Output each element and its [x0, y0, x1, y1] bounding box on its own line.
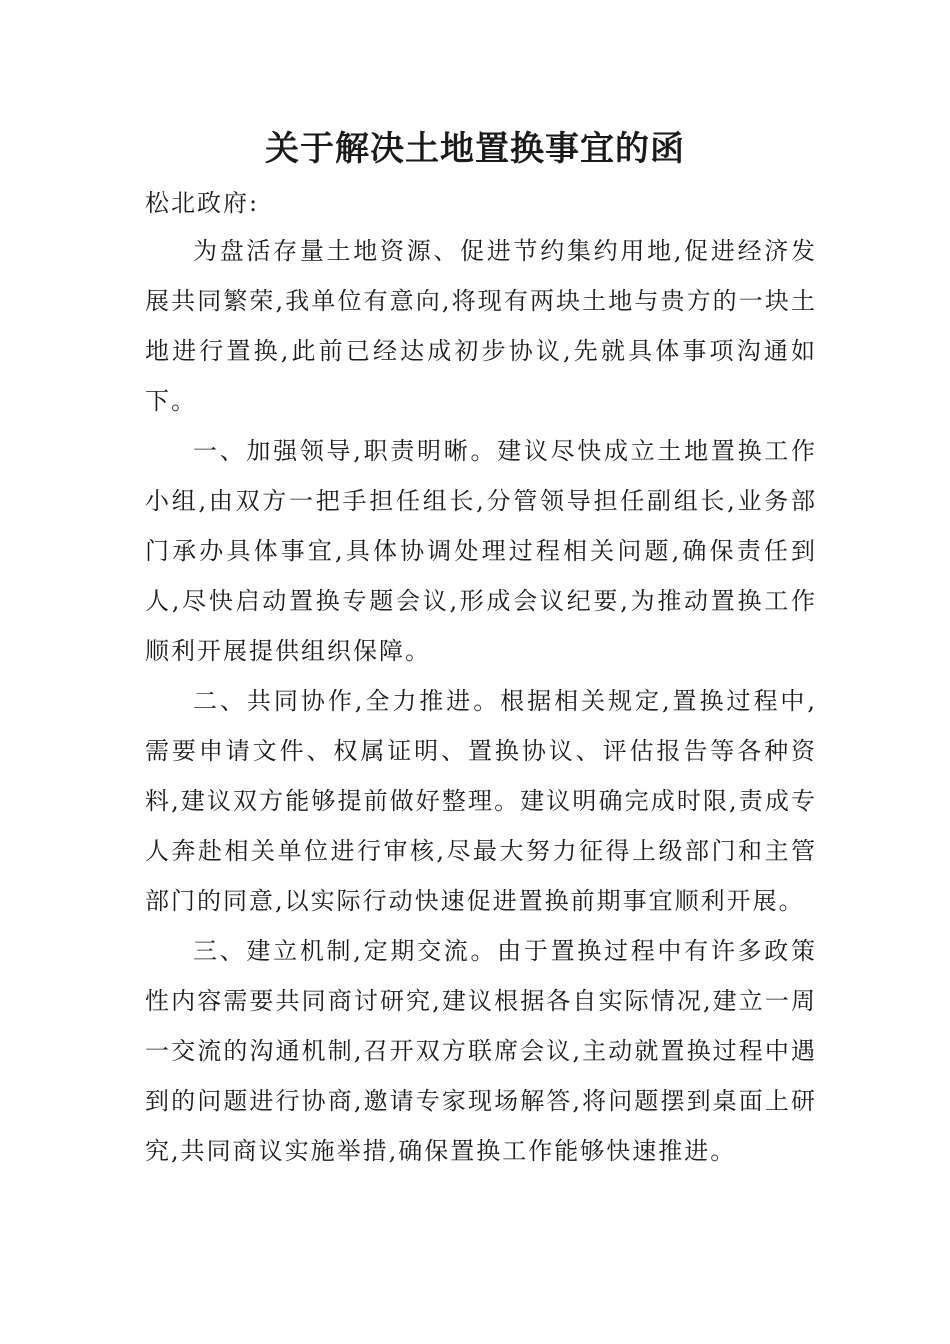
- document-body: [145, 226, 817, 1176]
- document-title: 关于解决土地置换事宜的函: [265, 129, 685, 169]
- paragraph-leadership: 一、加强领导,职责明晰。建议尽快成立土地置换工作小组,由双方一把手担任组长,分管领导担任副组长,业务部门承办具体事宜,具体协调处理过程相关问题,确保责任到人,尽快启动置换专题会议,形成会议纪要,为推动置换工作顺利开展提供组织保障。: [145, 437, 817, 665]
- paragraph-mechanism: 三、建立机制,定期交流。由于置换过程中有许多政策性内容需要共同商讨研究,建议根据各自实际情况,建立一周一交流的沟通机制,召开双方联席会议,主动就置换过程中遇到的问题进行协商,邀请专家现场解答,将问题摆到桌面上研究,共同商议实施举措,确保置换工作能够快速推进。: [145, 937, 817, 1165]
- salutation: 松北政府:: [145, 189, 260, 217]
- paragraph-cooperation: 二、共同协作,全力推进。根据相关规定,置换过程中,需要申请文件、权属证明、置换协议、评估报告等各种资料,建议双方能够提前做好整理。建议明确完成时限,责成专人奔赴相关单位进行审核,尽最大努力征得上级部门和主管部门的同意,以实际行动快速促进置换前期事宜顺利开展。: [145, 687, 817, 915]
- paragraph-intro: 为盘活存量土地资源、促进节约集约用地,促进经济发展共同繁荣,我单位有意向,将现有两块土地与贵方的一块土地进行置换,此前已经达成初步协议,先就具体事项沟通如下。: [145, 237, 817, 415]
